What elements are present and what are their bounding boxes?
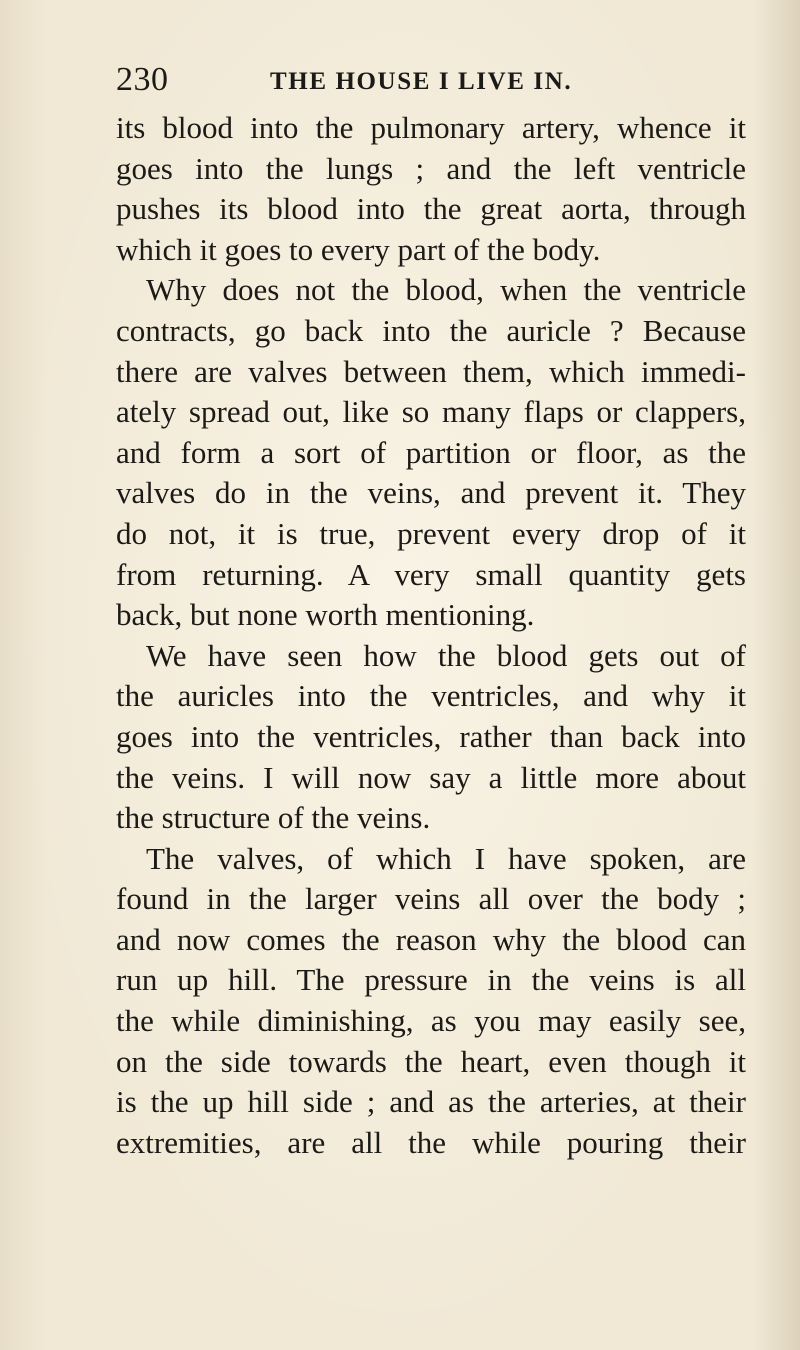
text-line: its blood into the pulmonary artery, whence it: [116, 110, 746, 145]
text-line: goes into the lungs ; and the left ventricle: [116, 150, 746, 186]
text-line: extremities, are all the while pouring their: [116, 1124, 746, 1160]
text-line: the structure of the veins.: [116, 800, 431, 836]
text-line: goes into the ventricles, rather than back into: [116, 718, 746, 754]
text-line: on the side towards the heart, even though it: [116, 1043, 746, 1079]
text-line: the while diminishing, as you may easily see,: [116, 1003, 746, 1039]
paragraph-start-line: Why does not the blood, when the ventricle: [146, 272, 746, 308]
text-line: is the up hill side ; and as the arteries, at their: [116, 1084, 746, 1120]
running-head: [116, 62, 746, 98]
text-line: the veins. I will now say a little more about: [116, 759, 746, 795]
text-line: found in the larger veins all over the body ;: [116, 881, 746, 917]
text-line: ately spread out, like so many flaps or clappers,: [116, 394, 746, 430]
page-number: 230: [116, 61, 169, 98]
text-line: run up hill. The pressure in the veins is all: [116, 962, 746, 998]
text-line: and now comes the reason why the blood can: [116, 921, 746, 957]
text-line: the auricles into the ventricles, and why it: [116, 678, 746, 714]
text-line: there are valves between them, which immedi-: [116, 353, 746, 389]
text-line: contracts, go back into the auricle ? Because: [116, 312, 746, 348]
text-line: back, but none worth mentioning.: [116, 597, 535, 633]
text-line: pushes its blood into the great aorta, through: [116, 191, 746, 227]
paragraph-start-line: The valves, of which I have spoken, are: [146, 840, 746, 876]
text-line: from returning. A very small quantity gets: [116, 556, 746, 592]
paragraph-start-line: We have seen how the blood gets out of: [146, 637, 746, 673]
text-line: do not, it is true, prevent every drop of it: [116, 515, 746, 551]
running-title: THE HOUSE I LIVE IN.: [270, 68, 573, 95]
text-line: and form a sort of partition or floor, as the: [116, 434, 746, 470]
text-line: which it goes to every part of the body.: [116, 231, 601, 267]
text-line: valves do in the veins, and prevent it. They: [116, 475, 746, 511]
body-text: [116, 108, 746, 1163]
